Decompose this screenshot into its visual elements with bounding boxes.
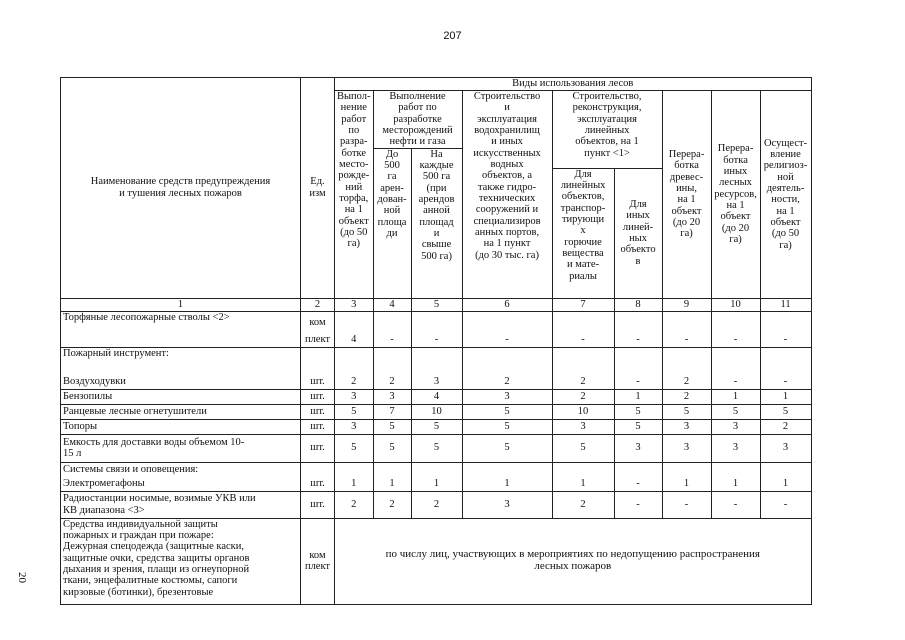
table-row xyxy=(61,476,812,491)
table-row xyxy=(61,375,812,389)
header-oil-gas-group: Выполнение работ по разработке месторождений нефти и газа xyxy=(373,91,462,149)
header-c10: Перера- ботка иных лесных ресурсов, на 1 объект (до 20 га) xyxy=(711,91,760,299)
cell-value: 2 xyxy=(662,389,711,404)
table-row xyxy=(61,491,812,518)
cell-value: 1 xyxy=(760,389,811,404)
col-num: 7 xyxy=(552,298,614,311)
cell-value: 5 xyxy=(335,404,374,419)
header-c5: На каждые 500 га (при арендов анной площад и свыше 500 га) xyxy=(411,148,462,298)
row-unit: шт. xyxy=(301,419,335,434)
table-row xyxy=(61,419,812,434)
cell-value: - xyxy=(373,333,411,347)
header-c9: Перера- ботка древес- ины, на 1 объект (до 20 га) xyxy=(662,91,711,299)
row-unit-part: ком xyxy=(309,549,326,561)
row-name: Емкость для доставки воды объемом 10- 15 л xyxy=(61,434,301,462)
cell-value: 1 xyxy=(335,476,374,491)
cell-value: 2 xyxy=(373,375,411,389)
table-row xyxy=(61,389,812,404)
col-num: 11 xyxy=(760,298,811,311)
cell-value: 1 xyxy=(373,476,411,491)
header-c11: Осущест- вление религиоз- ной деятель- ности, на 1 объект (до 50 га) xyxy=(760,91,811,299)
cell-value: 5 xyxy=(760,404,811,419)
col-num: 5 xyxy=(411,298,462,311)
cell-value: - xyxy=(760,333,811,347)
header-row-1 xyxy=(61,78,812,91)
cell-value: 5 xyxy=(462,434,552,462)
cell-value: 3 xyxy=(411,375,462,389)
row-unit: ком xyxy=(301,311,335,333)
cell-value: 2 xyxy=(552,389,614,404)
row-name: Системы связи и оповещения: xyxy=(61,462,301,476)
col-num: 8 xyxy=(614,298,662,311)
cell-value: 3 xyxy=(662,419,711,434)
col-num: 1 xyxy=(61,298,301,311)
cell-value: 3 xyxy=(335,389,374,404)
table-row xyxy=(61,434,812,462)
cell-value: - xyxy=(411,333,462,347)
cell-value: 5 xyxy=(373,419,411,434)
cell-value: 3 xyxy=(711,434,760,462)
cell-value: - xyxy=(614,476,662,491)
cell-value: 1 xyxy=(760,476,811,491)
row-name: Торфяные лесопожарные стволы <2> xyxy=(61,311,301,347)
cell-value: - xyxy=(614,491,662,518)
cell-value: - xyxy=(662,491,711,518)
header-c8: Для иных линей- ных объекто в xyxy=(614,168,662,298)
cell-value: 2 xyxy=(335,491,374,518)
cell-value: 5 xyxy=(462,404,552,419)
cell-value: 5 xyxy=(411,419,462,434)
cell-value: 3 xyxy=(335,419,374,434)
cell-value: 1 xyxy=(711,476,760,491)
table-row xyxy=(61,518,812,604)
cell-value: 3 xyxy=(462,491,552,518)
cell-value: - xyxy=(462,333,552,347)
cell-value: 5 xyxy=(614,404,662,419)
col-num: 9 xyxy=(662,298,711,311)
row-name: Электромегафоны xyxy=(61,476,301,491)
cell-value: - xyxy=(614,333,662,347)
cell-value: 5 xyxy=(411,434,462,462)
col-num: 2 xyxy=(301,298,335,311)
cell-value: 3 xyxy=(662,434,711,462)
cell-value: 3 xyxy=(552,419,614,434)
row-unit: шт. xyxy=(301,375,335,389)
cell-value: 10 xyxy=(411,404,462,419)
cell-value: - xyxy=(760,375,811,389)
column-numbers-row xyxy=(61,298,812,311)
row-unit: шт. xyxy=(301,389,335,404)
header-c7: Для линейных объектов, транспор- тирующи х горючие вещества и мате- риалы xyxy=(552,168,614,298)
col-num: 6 xyxy=(462,298,552,311)
cell-value: 3 xyxy=(462,389,552,404)
cell-value: 5 xyxy=(552,434,614,462)
cell-value: - xyxy=(711,333,760,347)
cell-value: - xyxy=(552,333,614,347)
row-note: по числу лиц, участвующих в мероприятиях по недопущению распространения лесных пожаров xyxy=(335,518,812,604)
row-unit: шт. xyxy=(301,404,335,419)
cell-value: - xyxy=(760,491,811,518)
table-row xyxy=(61,404,812,419)
cell-value: 2 xyxy=(411,491,462,518)
table-row xyxy=(61,311,812,333)
cell-value: 2 xyxy=(335,375,374,389)
row-unit: плект xyxy=(301,333,335,347)
cell-value: 1 xyxy=(662,476,711,491)
col-num: 4 xyxy=(373,298,411,311)
cell-value: 4 xyxy=(335,333,374,347)
row-name: Средства индивидуальной защиты пожарных и граждан при пожаре: Дежурная спецодежда (защитные каски, защитные очки, средства защиты органов дыхания и зрения, плащи из огнеупорной ткани, энцефалитные костюмы, сапоги кирзовые (ботинки), брезентовые xyxy=(61,518,301,604)
row-name: Пожарный инструмент: xyxy=(61,347,301,375)
cell-value: - xyxy=(711,375,760,389)
row-unit: шт. xyxy=(301,491,335,518)
header-name-col: Наименование средств предупреждения и тушения лесных пожаров xyxy=(61,78,301,299)
row-unit-part: плект xyxy=(304,561,331,573)
row-name: Бензопилы xyxy=(61,389,301,404)
cell-value: 1 xyxy=(411,476,462,491)
cell-value: 4 xyxy=(411,389,462,404)
cell-value: - xyxy=(614,375,662,389)
header-c3: Выпол- нение работ по разра- ботке место- рожде- ний торфа, на 1 объект (до 50 га) xyxy=(335,91,374,299)
cell-value: 2 xyxy=(552,375,614,389)
cell-value: 10 xyxy=(552,404,614,419)
header-unit-col: Ед. изм xyxy=(301,78,335,299)
cell-value: 2 xyxy=(662,375,711,389)
page-number: 207 xyxy=(443,30,462,42)
fire-equipment-table xyxy=(60,77,812,605)
row-unit xyxy=(301,518,335,604)
col-num: 3 xyxy=(335,298,374,311)
cell-value: 1 xyxy=(711,389,760,404)
table-row xyxy=(61,462,812,476)
row-name: Ранцевые лесные огнетушители xyxy=(61,404,301,419)
cell-value: 2 xyxy=(760,419,811,434)
cell-value: 3 xyxy=(711,419,760,434)
cell-value: 5 xyxy=(335,434,374,462)
row-name: Радиостанции носимые, возимые УКВ или КВ диапазона <3> xyxy=(61,491,301,518)
row-unit: шт. xyxy=(301,476,335,491)
cell-value: 2 xyxy=(552,491,614,518)
cell-value: 2 xyxy=(373,491,411,518)
row-name: Воздуходувки xyxy=(61,375,301,389)
cell-value: 1 xyxy=(552,476,614,491)
header-linear-group: Строительство, реконструкция, эксплуатация линейных объектов, на 1 пункт <1> xyxy=(552,91,662,169)
col-num: 10 xyxy=(711,298,760,311)
cell-value: 1 xyxy=(614,389,662,404)
header-c4: До 500 га арен- дован- ной площа ди xyxy=(373,148,411,298)
cell-value: 5 xyxy=(614,419,662,434)
header-c6: Строительство и эксплуатация водохранилищ и иных искусственных водных объектов, а также гидро- технических сооружений и специализиров анных портов, на 1 пункт (до 30 тыс. га) xyxy=(462,91,552,299)
cell-value: - xyxy=(711,491,760,518)
cell-value: 3 xyxy=(760,434,811,462)
cell-value: 5 xyxy=(373,434,411,462)
cell-value: - xyxy=(662,333,711,347)
cell-value: 2 xyxy=(462,375,552,389)
cell-value: 3 xyxy=(373,389,411,404)
header-usage-types: Виды использования лесов xyxy=(335,78,812,91)
cell-value: 5 xyxy=(462,419,552,434)
cell-value: 5 xyxy=(711,404,760,419)
cell-value: 1 xyxy=(462,476,552,491)
cell-value: 5 xyxy=(662,404,711,419)
row-name: Топоры xyxy=(61,419,301,434)
cell-value: 3 xyxy=(614,434,662,462)
cell-value: 7 xyxy=(373,404,411,419)
row-unit: шт. xyxy=(301,434,335,462)
table-row xyxy=(61,347,812,375)
side-page-number: 20 xyxy=(16,572,28,583)
